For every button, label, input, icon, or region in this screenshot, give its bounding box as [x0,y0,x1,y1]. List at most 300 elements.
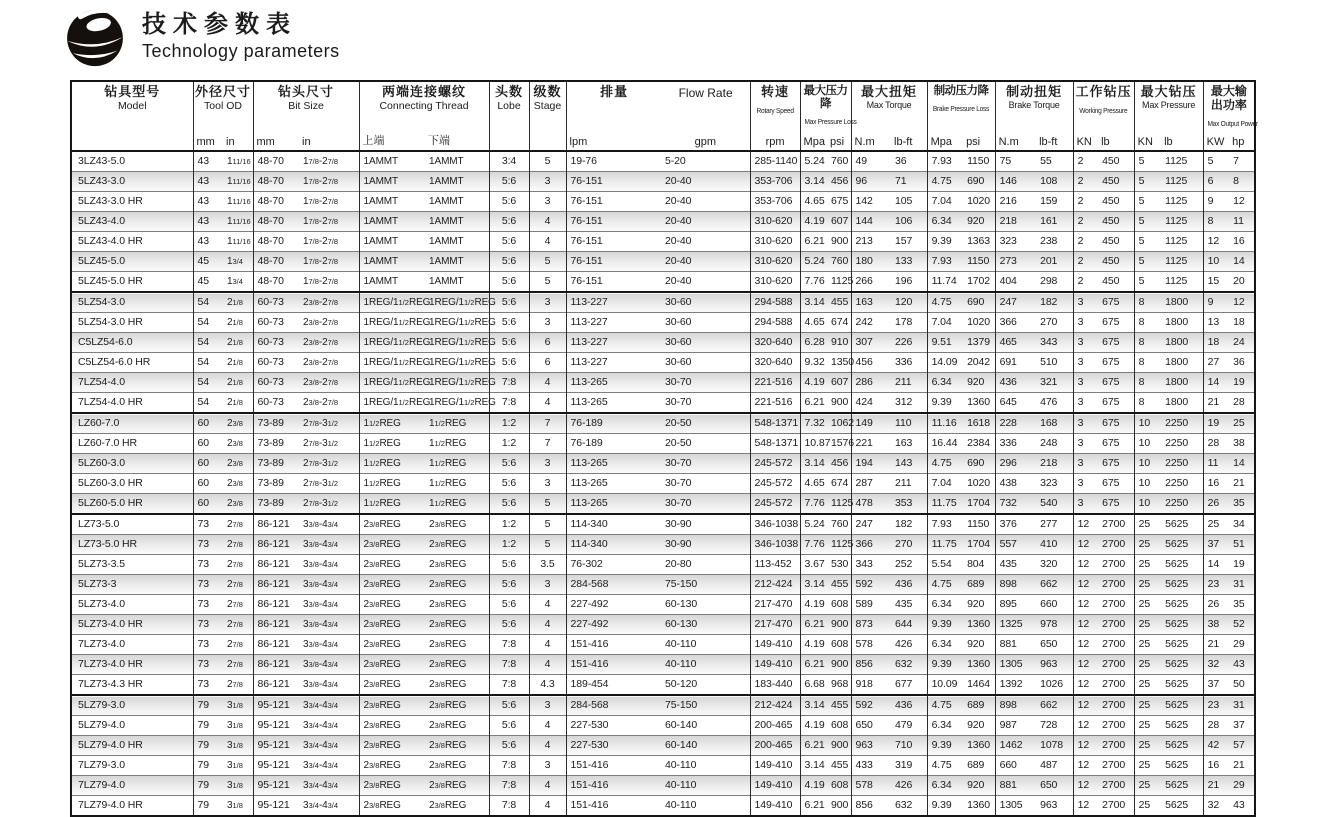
value-cell: 1125 [831,275,854,288]
value-cell: 221-516 [750,392,800,413]
value-cell: 14 [1233,255,1245,268]
value-cell: 1704 [967,497,991,510]
value-cell: 146 [995,171,1036,191]
table-row [71,493,1255,514]
value-cell: 23/8REG [359,775,425,795]
col-header-brake-pressure-loss: 制动压力降 Brake Pressure Loss [927,81,995,131]
value-cell: 1REG/11/2REG [359,352,425,372]
value-cell: 28 [1233,396,1245,409]
value-cell: 51 [1233,538,1245,551]
value-cell: 60 [193,473,223,493]
value-cell: 1702 [967,275,991,288]
value-cell: 7:8 [489,674,529,695]
value-cell: 12 [1233,195,1245,208]
value-cell: 5625 [1165,558,1189,571]
value-cell: 113-265 [566,392,661,413]
value-cell: 163 [851,292,891,313]
value-cell: 426 [895,779,913,792]
value-cell: 79 [193,795,223,816]
value-cell: 60-73 [253,352,299,372]
value-cell: 1REG/11/2REG [429,316,496,328]
unit-mt-nm: N.m [851,131,891,151]
value-cell: 6.28 [800,332,827,352]
value-cell: 455 [831,699,849,712]
value-cell: 270 [1040,316,1058,329]
value-cell: 12 [1073,554,1098,574]
value-cell: 1150 [967,255,990,268]
value-cell: 4.19 [800,372,827,392]
value-cell: 5625 [1165,678,1189,691]
value-cell: 3 [529,312,566,332]
value-cell: 436 [995,372,1036,392]
value-cell: 159 [1040,195,1058,208]
value-cell: 2700 [1102,558,1126,571]
table-row [71,594,1255,614]
value-cell: 20-50 [665,417,692,430]
value-cell: 10 [1134,413,1161,434]
value-cell: 1360 [967,396,991,409]
value-cell: 4 [529,654,566,674]
value-cell: 2700 [1102,598,1126,611]
value-cell: 5:6 [489,614,529,634]
value-cell: 662 [1040,699,1058,712]
value-cell: 27/8-31/2 [303,477,339,489]
model-cell: 5LZ73-3 [78,578,117,591]
value-cell: 645 [995,392,1036,413]
value-cell: 6.34 [927,775,963,795]
value-cell: 10 [1134,493,1161,514]
value-cell: 31 [1233,699,1245,712]
value-cell: 73 [193,554,223,574]
unit-bt-lbft: lb-ft [1039,135,1058,148]
value-cell: 142 [851,191,891,211]
value-cell: 336 [995,433,1036,453]
value-cell: 151-416 [566,755,661,775]
value-cell: 465 [995,332,1036,352]
value-cell: 2 [1073,211,1098,231]
value-cell: 2250 [1165,417,1189,430]
value-cell: 3 [1073,493,1098,514]
value-cell: 900 [831,396,849,409]
value-cell: 149-410 [750,755,800,775]
value-cell: 1800 [1165,376,1189,389]
value-cell: 660 [1040,598,1058,611]
value-cell: 12 [1233,296,1245,309]
value-cell: 8 [1203,211,1229,231]
value-cell: 2700 [1102,658,1126,671]
value-cell: 27/8 [227,658,243,670]
model-cell: 5LZ45-5.0 [78,255,125,268]
value-cell: 320 [1040,558,1058,571]
value-cell: 20-40 [665,175,692,188]
value-cell: 105 [895,195,913,208]
value-cell: 40-110 [665,759,697,772]
value-cell: 60-73 [253,292,299,313]
value-cell: 20-40 [665,275,692,288]
table-row [71,151,1255,172]
value-cell: 32 [1203,654,1229,674]
col-header-max-pressure-loss: 最大压力降 Max Pressure Loss [800,81,851,131]
value-cell: 4.3 [529,674,566,695]
value-cell: 33/8-43/4 [303,518,339,530]
value-cell: 3 [529,453,566,473]
value-cell: 1AMMT [429,155,464,167]
value-cell: 4.65 [800,312,827,332]
value-cell: 212-424 [750,695,800,716]
value-cell: 1AMMT [359,211,425,231]
col-header-bit-size: 钻头尺寸 Bit Size [253,81,359,131]
table-row [71,674,1255,695]
value-cell: 227-530 [566,735,661,755]
value-cell: 3.14 [800,171,827,191]
value-cell: 21/8 [227,316,243,328]
value-cell: 2700 [1102,638,1126,651]
value-cell: 2700 [1102,799,1126,812]
value-cell: 73 [193,534,223,554]
value-cell: 450 [1102,215,1120,228]
value-cell: 31/8 [227,739,243,751]
value-cell: 38 [1203,614,1229,634]
value-cell: 151-416 [566,634,661,654]
value-cell: 23/8REG [429,558,467,570]
table-row [71,453,1255,473]
value-cell: 238 [1040,235,1058,248]
value-cell: 11/2REG [429,477,467,489]
value-cell: 8 [1134,292,1161,313]
value-cell: 9.39 [927,392,963,413]
value-cell: 376 [995,514,1036,535]
value-cell: 7.76 [800,534,827,554]
value-cell: 675 [1102,417,1120,430]
value-cell: 149-410 [750,654,800,674]
value-cell: 20-80 [665,558,692,571]
value-cell: 7:8 [489,775,529,795]
value-cell: 6 [529,332,566,352]
value-cell: 1125 [1165,275,1188,288]
value-cell: 6.21 [800,735,827,755]
page-header [0,0,1329,80]
value-cell: 30-60 [665,316,692,329]
value-cell: 14 [1233,457,1245,470]
value-cell: 426 [895,638,913,651]
value-cell: 5625 [1165,598,1189,611]
value-cell: 11/2REG [359,493,425,514]
table-row [71,191,1255,211]
value-cell: 607 [831,376,849,389]
value-cell: 320-640 [750,332,800,352]
value-cell: 10.09 [927,674,963,695]
value-cell: 226 [895,336,913,349]
value-cell: 60 [193,493,223,514]
value-cell: 1REG/11/2REG [429,336,496,348]
value-cell: 12 [1073,715,1098,735]
value-cell: 1800 [1165,356,1189,369]
value-cell: 228 [995,413,1036,434]
value-cell: 435 [995,554,1036,574]
value-cell: 27/8-31/2 [303,497,339,509]
model-cell: 7LZ79-3.0 [78,759,125,772]
table-row [71,554,1255,574]
value-cell: 4.75 [927,695,963,716]
value-cell: 675 [1102,396,1120,409]
value-cell: 23/8REG [429,719,467,731]
value-cell: 23/8REG [429,759,467,771]
value-cell: 9.32 [800,352,827,372]
value-cell: 4 [529,775,566,795]
unit-mpl-mpa: Mpa [800,131,827,151]
value-cell: 38 [1233,437,1245,450]
value-cell: 217-470 [750,614,800,634]
value-cell: 182 [1040,296,1058,309]
value-cell: 12 [1073,594,1098,614]
value-cell: 436 [895,578,913,591]
model-cell: 5LZ60-3.0 HR [78,477,143,490]
value-cell: 1125 [1165,155,1188,168]
value-cell: 438 [995,473,1036,493]
model-cell: 5LZ54-3.0 HR [78,316,143,329]
value-cell: 218 [1040,457,1058,470]
value-cell: 310-620 [750,231,800,251]
value-cell: 404 [995,271,1036,292]
value-cell: 12 [1073,614,1098,634]
col-header-flow-rate: 排量 Flow Rate [566,81,750,131]
value-cell: 3 [1073,392,1098,413]
value-cell: 120 [895,296,913,309]
value-cell: 180 [851,251,891,271]
value-cell: 21/8 [227,356,243,368]
value-cell: 95-121 [253,795,299,816]
value-cell: 5625 [1165,759,1189,772]
value-cell: 114-340 [566,534,661,554]
value-cell: 675 [1102,497,1120,510]
value-cell: 48-70 [253,151,299,172]
value-cell: 1360 [967,658,991,671]
value-cell: 32 [1203,795,1229,816]
value-cell: 918 [851,674,891,695]
value-cell: 4.75 [927,755,963,775]
value-cell: 433 [851,755,891,775]
value-cell: 5625 [1165,618,1189,631]
value-cell: 11.75 [927,534,963,554]
value-cell: 3 [529,574,566,594]
value-cell: 23/8 [227,497,243,509]
value-cell: 2 [1073,231,1098,251]
value-cell: 25 [1134,554,1161,574]
value-cell: 450 [1102,195,1120,208]
value-cell: 54 [193,372,223,392]
value-cell: 548-1371 [750,433,800,453]
value-cell: 48-70 [253,191,299,211]
value-cell: 25 [1134,715,1161,735]
value-cell: 23/8REG [429,638,467,650]
value-cell: 29 [1233,779,1245,792]
value-cell: 510 [1040,356,1058,369]
value-cell: 76-302 [566,554,661,574]
value-cell: 24 [1233,336,1245,349]
value-cell: 227-492 [566,614,661,634]
value-cell: 5:6 [489,695,529,716]
value-cell: 963 [851,735,891,755]
value-cell: 157 [895,235,913,248]
value-cell: 7.04 [927,191,963,211]
model-cell: 7LZ54-4.0 [78,376,125,389]
value-cell: 35 [1233,497,1245,510]
value-cell: 4.19 [800,715,827,735]
value-cell: 7.04 [927,312,963,332]
value-cell: 40-110 [665,779,697,792]
value-cell: 25 [1134,614,1161,634]
value-cell: 79 [193,735,223,755]
value-cell: 12 [1073,695,1098,716]
value-cell: 21/8 [227,296,243,308]
value-cell: 1REG/11/2REG [359,332,425,352]
value-cell: 3 [529,755,566,775]
col-header-max-pressure: 最大钻压 Max Pressure [1134,81,1203,131]
value-cell: 2250 [1165,437,1189,450]
value-cell: 13 [1203,312,1229,332]
value-cell: 5:6 [489,251,529,271]
unit-od-mm: mm [193,131,223,151]
value-cell: 248 [1040,437,1058,450]
value-cell: 25 [1203,514,1229,535]
value-cell: 632 [895,799,913,812]
value-cell: 4 [529,795,566,816]
value-cell: 227-492 [566,594,661,614]
value-cell: 21/8 [227,376,243,388]
value-cell: 1REG/11/2REG [359,292,425,313]
value-cell: 40-110 [665,658,697,671]
value-cell: 1AMMT [359,231,425,251]
value-cell: 111/16 [227,195,251,207]
unit-bpl-mpa: Mpa [927,131,963,151]
value-cell: 60 [193,453,223,473]
value-cell: 1078 [1040,739,1064,752]
table-row [71,695,1255,716]
value-cell: 675 [1102,336,1120,349]
value-cell: 1462 [995,735,1036,755]
value-cell: 4.75 [927,171,963,191]
unit-bt-nm: N.m [995,131,1036,151]
value-cell: 760 [831,518,849,531]
value-cell: 23/8 [227,417,243,429]
value-cell: 5 [1203,151,1229,172]
value-cell: 23/8REG [429,618,467,630]
col-header-max-torque: 最大扭矩 Max Torque [851,81,927,131]
value-cell: 8 [1134,372,1161,392]
value-cell: 25 [1134,755,1161,775]
value-cell: 456 [831,175,849,188]
value-cell: 435 [895,598,913,611]
value-cell: 4.75 [927,292,963,313]
value-cell: 149-410 [750,634,800,654]
value-cell: 23 [1203,695,1229,716]
col-header-max-output-power: 最大输出功率 Max Output Power [1203,81,1255,131]
table-row [71,634,1255,654]
value-cell: 54 [193,312,223,332]
value-cell: 15 [1203,271,1229,292]
value-cell: 23/8REG [429,799,467,811]
value-cell: 17/8-27/8 [303,155,339,167]
value-cell: 6.21 [800,614,827,634]
value-cell: 5-20 [665,155,686,168]
value-cell: 4.19 [800,594,827,614]
value-cell: 27/8 [227,678,243,690]
value-cell: 247 [995,292,1036,313]
value-cell: 76-151 [566,171,661,191]
value-cell: 2700 [1102,578,1126,591]
value-cell: 76-189 [566,433,661,453]
value-cell: 25 [1134,634,1161,654]
value-cell: 60-140 [665,719,698,732]
value-cell: 60 [193,413,223,434]
value-cell: 111/16 [227,215,251,227]
value-cell: 968 [831,678,849,691]
value-cell: 19 [1233,558,1245,571]
value-cell: 11/2REG [429,417,467,429]
value-cell: 608 [831,719,849,732]
table-row [71,392,1255,413]
value-cell: 294-588 [750,292,800,313]
value-cell: 1AMMT [359,191,425,211]
value-cell: 675 [1102,437,1120,450]
table-row [71,231,1255,251]
value-cell: 310-620 [750,271,800,292]
value-cell: 27/8 [227,558,243,570]
value-cell: 1125 [831,538,854,551]
value-cell: 1020 [967,316,991,329]
value-cell: 4.65 [800,473,827,493]
value-cell: 5 [529,151,566,172]
value-cell: 1:2 [489,413,529,434]
value-cell: 242 [851,312,891,332]
table-row [71,795,1255,816]
value-cell: 6.21 [800,795,827,816]
value-cell: 35 [1233,598,1245,611]
value-cell: 113-227 [566,292,661,313]
technology-parameters-table [70,80,1256,817]
value-cell: 23/8REG [359,534,425,554]
value-cell: 410 [1040,538,1058,551]
value-cell: 900 [831,799,849,812]
value-cell: 5 [529,514,566,535]
unit-wp-lb: lb [1101,135,1110,148]
value-cell: 3 [529,695,566,716]
value-cell: 2 [1073,191,1098,211]
value-cell: 227-530 [566,715,661,735]
value-cell: 37 [1203,674,1229,695]
value-cell: 450 [1102,255,1120,268]
value-cell: 23/8-27/8 [303,296,339,308]
value-cell: 5625 [1165,699,1189,712]
value-cell: 1REG/11/2REG [429,396,496,408]
value-cell: 2700 [1102,518,1126,531]
value-cell: 27/8-31/2 [303,437,339,449]
logo-globe-icon [64,6,126,68]
value-cell: 4.19 [800,211,827,231]
value-cell: 1REG/11/2REG [429,296,496,308]
value-cell: 963 [1040,799,1058,812]
page-titles [142,6,340,62]
value-cell: 12 [1073,775,1098,795]
value-cell: 346-1038 [750,514,800,535]
value-cell: 1REG/11/2REG [359,372,425,392]
value-cell: 8 [1134,392,1161,413]
value-cell: 30-90 [665,518,692,531]
value-cell: 33/8-43/4 [303,678,339,690]
value-cell: 18 [1203,332,1229,352]
value-cell: 608 [831,779,849,792]
value-cell: 60-73 [253,332,299,352]
